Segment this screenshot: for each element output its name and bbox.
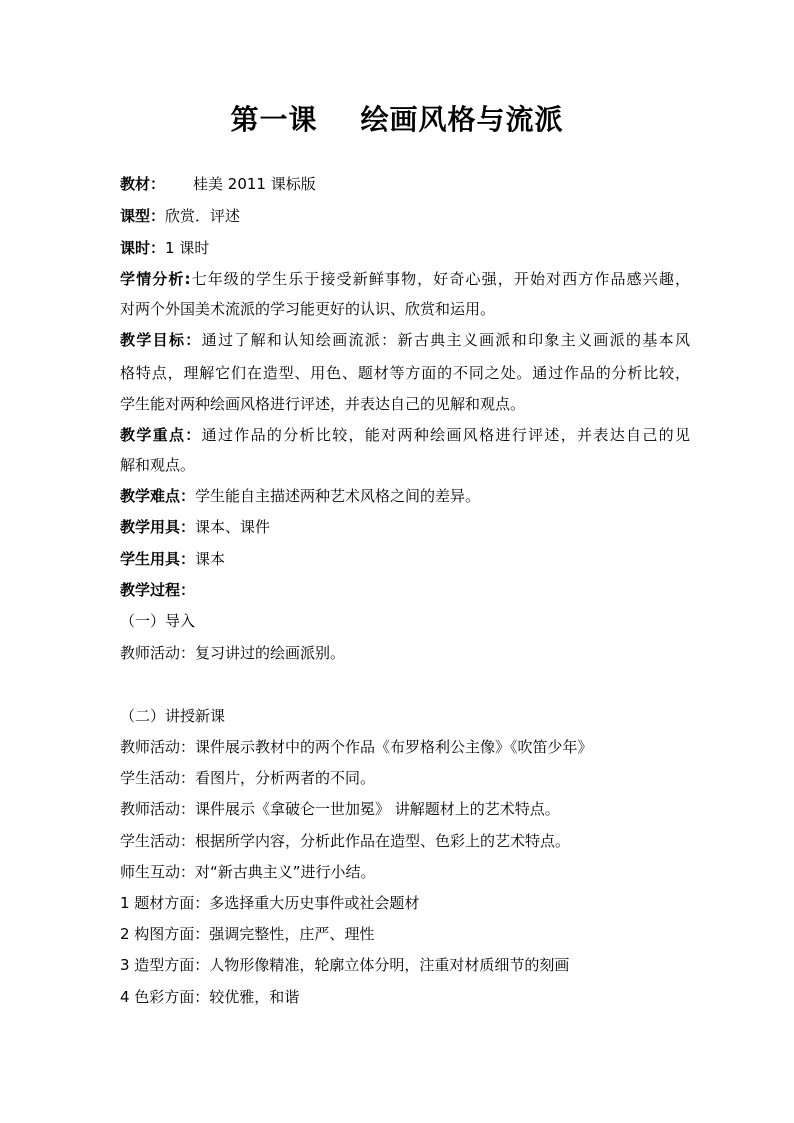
- list-item: 师生互动：对“新古典主义”进行小结。: [120, 863, 376, 881]
- teaching-process-label: [120, 580, 690, 600]
- list-item: 学生活动：看图片，分析两者的不同。: [120, 769, 376, 787]
- material-row: [120, 174, 690, 194]
- lesson-hours-row: [120, 238, 690, 258]
- section-intro-text: 教师活动：复习讲过的绘画派别。: [120, 644, 346, 662]
- student-tools-row: [120, 549, 690, 569]
- teaching-key-row: [120, 425, 690, 445]
- material-value: 桂美 2011 课标版: [193, 175, 316, 193]
- teaching-tools-value: 课本、课件: [195, 518, 271, 536]
- teaching-tools-row: [120, 517, 690, 537]
- teaching-goal-text-2: 格特点，理解它们在造型、用色、题材等方面的不同之处。通过作品的分析比较，: [120, 364, 690, 382]
- teaching-tools-label: 教学用具：: [120, 518, 196, 536]
- student-analysis-row: [120, 269, 690, 289]
- teaching-goal-text-1: 通过了解和认知绘画流派：新古典主义画派和印象主义画派的基本风: [201, 331, 690, 349]
- lesson-type-label: 课型：: [120, 207, 166, 225]
- teaching-key-text-2: 解和观点。: [120, 456, 196, 474]
- list-item: 3 造型方面：人物形像精准，轮廓立体分明，注重对材质细节的刻画: [120, 956, 570, 974]
- list-item: 1 题材方面：多选择重大历史事件或社会题材: [120, 894, 420, 912]
- lesson-type-row: [120, 206, 690, 226]
- student-analysis-label: 学情分析:: [120, 270, 191, 288]
- teaching-key-label: 教学重点：: [120, 426, 202, 444]
- teaching-difficulty-value: 学生能自主描述两种艺术风格之间的差异。: [195, 487, 481, 505]
- teaching-difficulty-label: 教学难点：: [120, 487, 196, 505]
- material-label: 教材：: [120, 175, 166, 193]
- list-item: 教师活动：课件展示教材中的两个作品《布罗格利公主像》《吹笛少年》: [120, 738, 593, 756]
- student-analysis-text-1: 七年级的学生乐于接受新鲜事物，好奇心强，开始对西方作品感兴趣，: [190, 270, 691, 288]
- section-intro-heading: （一）导入: [120, 612, 196, 630]
- lesson-type-value: 欣赏．评述: [165, 207, 241, 225]
- list-item: 教师活动：课件展示《拿破仑一世加冕》 讲解题材上的艺术特点。: [120, 800, 560, 818]
- student-analysis-text-2: 对两个外国美术流派的学习能更好的认识、欣赏和运用。: [120, 300, 496, 318]
- list-item: 2 构图方面：强调完整性，庄严、理性: [120, 925, 375, 943]
- page-title: 第一课 绘画风格与流派: [230, 103, 564, 136]
- student-tools-value: 课本: [195, 550, 226, 568]
- teaching-difficulty-row: [120, 486, 690, 506]
- teaching-goal-label: 教学目标：: [120, 331, 202, 349]
- list-item: 4 色彩方面：较优雅，和谐: [120, 988, 300, 1006]
- teaching-goal-text-3: 学生能对两种绘画风格进行评述，并表达自己的见解和观点。: [120, 395, 526, 413]
- list-item: 学生活动：根据所学内容，分析此作品在造型、色彩上的艺术特点。: [120, 832, 571, 850]
- lesson-hours-value: 1 课时: [165, 239, 210, 257]
- student-tools-label: 学生用具：: [120, 550, 196, 568]
- section-new-lesson-heading: （二）讲授新课: [120, 707, 226, 725]
- teaching-key-text-1: 通过作品的分析比较，能对两种绘画风格进行评述，并表达自己的见: [201, 426, 690, 444]
- lesson-hours-label: 课时：: [120, 239, 166, 257]
- teaching-goal-row: [120, 330, 690, 350]
- teaching-process-heading: 教学过程：: [120, 581, 196, 599]
